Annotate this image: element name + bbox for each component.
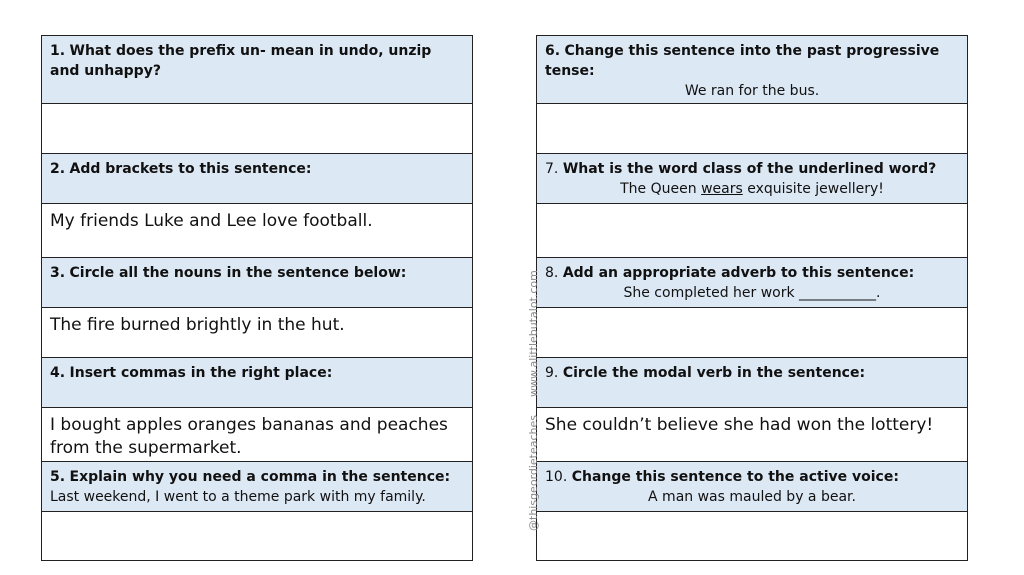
question-8: [537, 258, 967, 308]
underlined-word: wears: [701, 181, 743, 197]
question-number: 10.: [545, 469, 568, 485]
answer-text: My friends Luke and Lee love football.: [50, 211, 373, 231]
question-4: [42, 358, 472, 408]
question-text: Change this sentence to the active voice:: [571, 469, 899, 485]
answer-box-1[interactable]: [42, 104, 472, 154]
question-number: 2.: [50, 161, 66, 177]
question-text: What does the prefix un- mean in undo, unzip and unhappy?: [50, 43, 432, 79]
answer-text: I bought apples oranges bananas and peaches from the supermarket.: [50, 415, 448, 458]
question-2: [42, 154, 472, 204]
question-text: Insert commas in the right place:: [69, 365, 333, 381]
question-sentence: Last weekend, I went to a theme park with my family.: [50, 489, 426, 505]
question-text: Add brackets to this sentence:: [69, 161, 312, 177]
question-6: [537, 36, 967, 104]
answer-text: The fire burned brightly in the hut.: [50, 315, 345, 335]
question-1: [42, 36, 472, 104]
question-5: [42, 462, 472, 512]
question-3: [42, 258, 472, 308]
question-9: [537, 358, 967, 408]
question-text: Circle the modal verb in the sentence:: [562, 365, 866, 381]
watermark-site: www.alittlebutalot.com: [527, 270, 540, 397]
answer-box-7[interactable]: [537, 204, 967, 258]
question-number: 6.: [545, 43, 561, 59]
question-number: 8.: [545, 265, 559, 281]
question-text: Add an appropriate adverb to this sentence:: [562, 265, 915, 281]
answer-box-3[interactable]: [42, 308, 472, 358]
answer-box-5[interactable]: [42, 512, 472, 560]
question-number: 4.: [50, 365, 66, 381]
question-sentence: We ran for the bus.: [684, 83, 820, 99]
answer-box-2[interactable]: [42, 204, 472, 258]
answer-text: She couldn’t believe she had won the lottery!: [545, 415, 934, 435]
sentence-part: exquisite jewellery!: [742, 181, 884, 197]
answer-box-6[interactable]: [537, 104, 967, 154]
question-sentence: She completed her work ___________.: [623, 285, 881, 301]
question-number: 3.: [50, 265, 66, 281]
sentence-part: The Queen: [620, 181, 702, 197]
answer-box-10[interactable]: [537, 512, 967, 560]
question-7: [537, 154, 967, 204]
question-number: 9.: [545, 365, 559, 381]
question-number: 1.: [50, 43, 66, 59]
question-10: [537, 462, 967, 512]
left-question-grid: [41, 35, 473, 561]
question-text: Circle all the nouns in the sentence below:: [69, 265, 407, 281]
question-number: 5.: [50, 469, 66, 485]
question-text: Explain why you need a comma in the sentence:: [69, 469, 451, 485]
question-sentence: [545, 179, 959, 199]
answer-box-8[interactable]: [537, 308, 967, 358]
question-text: What is the word class of the underlined word?: [562, 161, 937, 177]
answer-box-9[interactable]: [537, 408, 967, 462]
right-question-grid: [536, 35, 968, 561]
question-sentence: A man was mauled by a bear.: [648, 489, 856, 505]
watermark-handle: @thisgeordieteaches: [527, 414, 540, 531]
answer-box-4[interactable]: [42, 408, 472, 462]
question-text: Change this sentence into the past progressive tense:: [545, 43, 940, 79]
question-number: 7.: [545, 161, 559, 177]
